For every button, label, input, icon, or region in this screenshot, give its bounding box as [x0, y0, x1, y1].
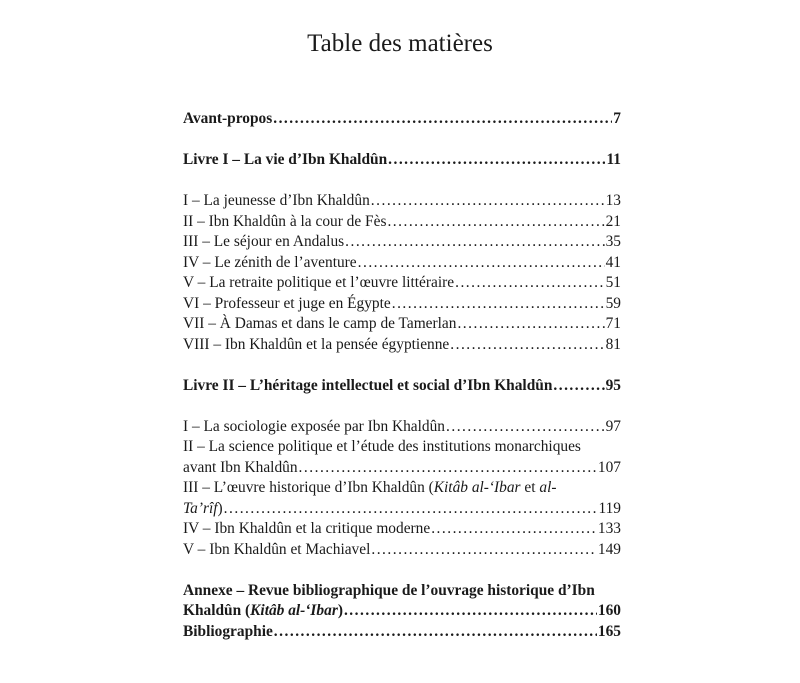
toc-entry-livre-1-ch-5[interactable] — [183, 273, 621, 294]
toc-entry-livre-1-ch-4[interactable] — [183, 253, 621, 274]
dot-leader — [224, 499, 598, 520]
dot-leader — [387, 212, 604, 233]
toc-entry-livre-1-ch-2[interactable] — [183, 212, 621, 233]
toc-entry-label: VIII – Ibn Khaldûn et la pensée égyptienne — [183, 335, 450, 353]
book-title-kitab-al-ibar: Kitâb al-‘Ibar — [433, 479, 521, 496]
toc-entry-label: Livre II – L’héritage intellectuel et social d’Ibn Khaldûn — [183, 376, 553, 394]
toc-entry-label: Avant-propos — [183, 110, 273, 127]
toc-entry-page: 21 — [605, 212, 621, 230]
toc-entry-page: 11 — [606, 151, 621, 168]
toc-entry-page: 7 — [613, 110, 621, 127]
toc-entry-label: V – La retraite politique et l’œuvre littéraire — [183, 274, 455, 291]
page-title: Table des matières — [307, 30, 493, 57]
toc-entry-avant-propos[interactable] — [183, 109, 621, 130]
toc-entry-label-line-1: III – L’œuvre historique d’Ibn Khaldûn (Kitâb al-‘Ibar et al- — [183, 479, 557, 496]
toc-entry-livre-1-ch-8[interactable] — [183, 335, 621, 356]
toc-entry-livre-1-ch-6[interactable] — [183, 294, 621, 315]
toc-entry-page: 119 — [598, 499, 621, 517]
dot-leader — [457, 314, 604, 335]
toc-entry-page: 81 — [605, 335, 621, 353]
toc-entry-label: IV – Ibn Khaldûn et la critique moderne — [183, 520, 431, 537]
toc-entry-label: IV – Le zénith de l’aventure — [183, 253, 357, 271]
dot-leader — [345, 232, 604, 253]
dot-leader — [553, 376, 604, 397]
toc-entry-livre-1-ch-1[interactable] — [183, 191, 621, 212]
toc-entry-page: 95 — [605, 376, 621, 394]
dot-leader — [299, 458, 597, 479]
dot-leader — [431, 519, 597, 540]
toc-entry-livre-2-ch-4[interactable] — [183, 519, 621, 540]
toc-entry-livre-1-ch-3[interactable] — [183, 232, 621, 253]
dot-leader — [450, 335, 604, 356]
dot-leader — [455, 273, 605, 294]
dot-leader — [371, 540, 597, 561]
toc-entry-label: V – Ibn Khaldûn et Machiavel — [183, 540, 371, 558]
toc-entry-page: 133 — [597, 520, 621, 537]
toc-entry-label: III – Le séjour en Andalus — [183, 233, 345, 250]
dot-leader — [446, 417, 605, 438]
toc-entry-label: II – Ibn Khaldûn à la cour de Fès — [183, 212, 387, 230]
toc-entry-page: 149 — [597, 540, 621, 558]
toc-entry-page: 51 — [605, 274, 621, 291]
toc-entry-label: VII – À Damas et dans le camp de Tamerlan — [183, 315, 457, 332]
toc-entry-livre-1[interactable] — [183, 150, 621, 171]
toc-entry-livre-2-ch-2[interactable] — [183, 437, 621, 478]
toc-entry-label: Livre I – La vie d’Ibn Khaldûn — [183, 151, 388, 168]
toc-entry-page: 97 — [605, 417, 621, 435]
toc-entry-label-line-1: Annexe – Revue bibliographique de l’ouvrage historique d’Ibn — [183, 581, 595, 599]
toc-entry-livre-1-ch-7[interactable] — [183, 314, 621, 335]
book-title-tarif: Ta’rîf — [183, 499, 218, 517]
toc-entry-label: I – La sociologie exposée par Ibn Khaldûn — [183, 417, 445, 435]
toc-entry-page: 71 — [605, 315, 621, 332]
toc-entry-bibliographie[interactable] — [183, 622, 621, 643]
toc-entry-page: 165 — [597, 622, 621, 640]
toc-entry-page: 13 — [605, 192, 621, 209]
toc-entry-livre-2-ch-1[interactable] — [183, 417, 621, 438]
toc-entry-label: Bibliographie — [183, 622, 273, 640]
toc-entry-label-line-2: avant Ibn Khaldûn — [183, 458, 298, 476]
book-title-kitab-al-ibar: Kitâb al-‘Ibar — [250, 602, 338, 619]
dot-leader — [392, 294, 605, 315]
toc-entry-label: VI – Professeur et juge en Égypte — [183, 294, 391, 312]
toc-entry-label: I – La jeunesse d’Ibn Khaldûn — [183, 192, 370, 209]
toc-entry-livre-2[interactable] — [183, 376, 621, 397]
toc-entry-label-line-2: Ta’rîf) — [183, 499, 223, 517]
dot-leader — [273, 109, 612, 130]
dot-leader — [371, 191, 605, 212]
dot-leader — [358, 253, 605, 274]
toc-entry-livre-2-ch-5[interactable] — [183, 540, 621, 561]
toc-entry-livre-2-ch-3[interactable] — [183, 478, 621, 519]
dot-leader — [274, 622, 597, 643]
toc-entry-page: 35 — [605, 233, 621, 250]
toc-entry-label-line-2: Khaldûn (Kitâb al-‘Ibar) — [183, 602, 343, 619]
table-of-contents — [183, 109, 621, 642]
dot-leader — [388, 150, 605, 171]
dot-leader — [344, 601, 597, 622]
toc-entry-annexe[interactable] — [183, 581, 621, 622]
toc-entry-page: 59 — [605, 294, 621, 312]
toc-entry-page: 41 — [605, 253, 621, 271]
toc-entry-label-line-1: II – La science politique et l’étude des institutions monarchiques — [183, 438, 581, 455]
toc-entry-page: 160 — [597, 602, 621, 619]
toc-entry-page: 107 — [597, 458, 621, 476]
